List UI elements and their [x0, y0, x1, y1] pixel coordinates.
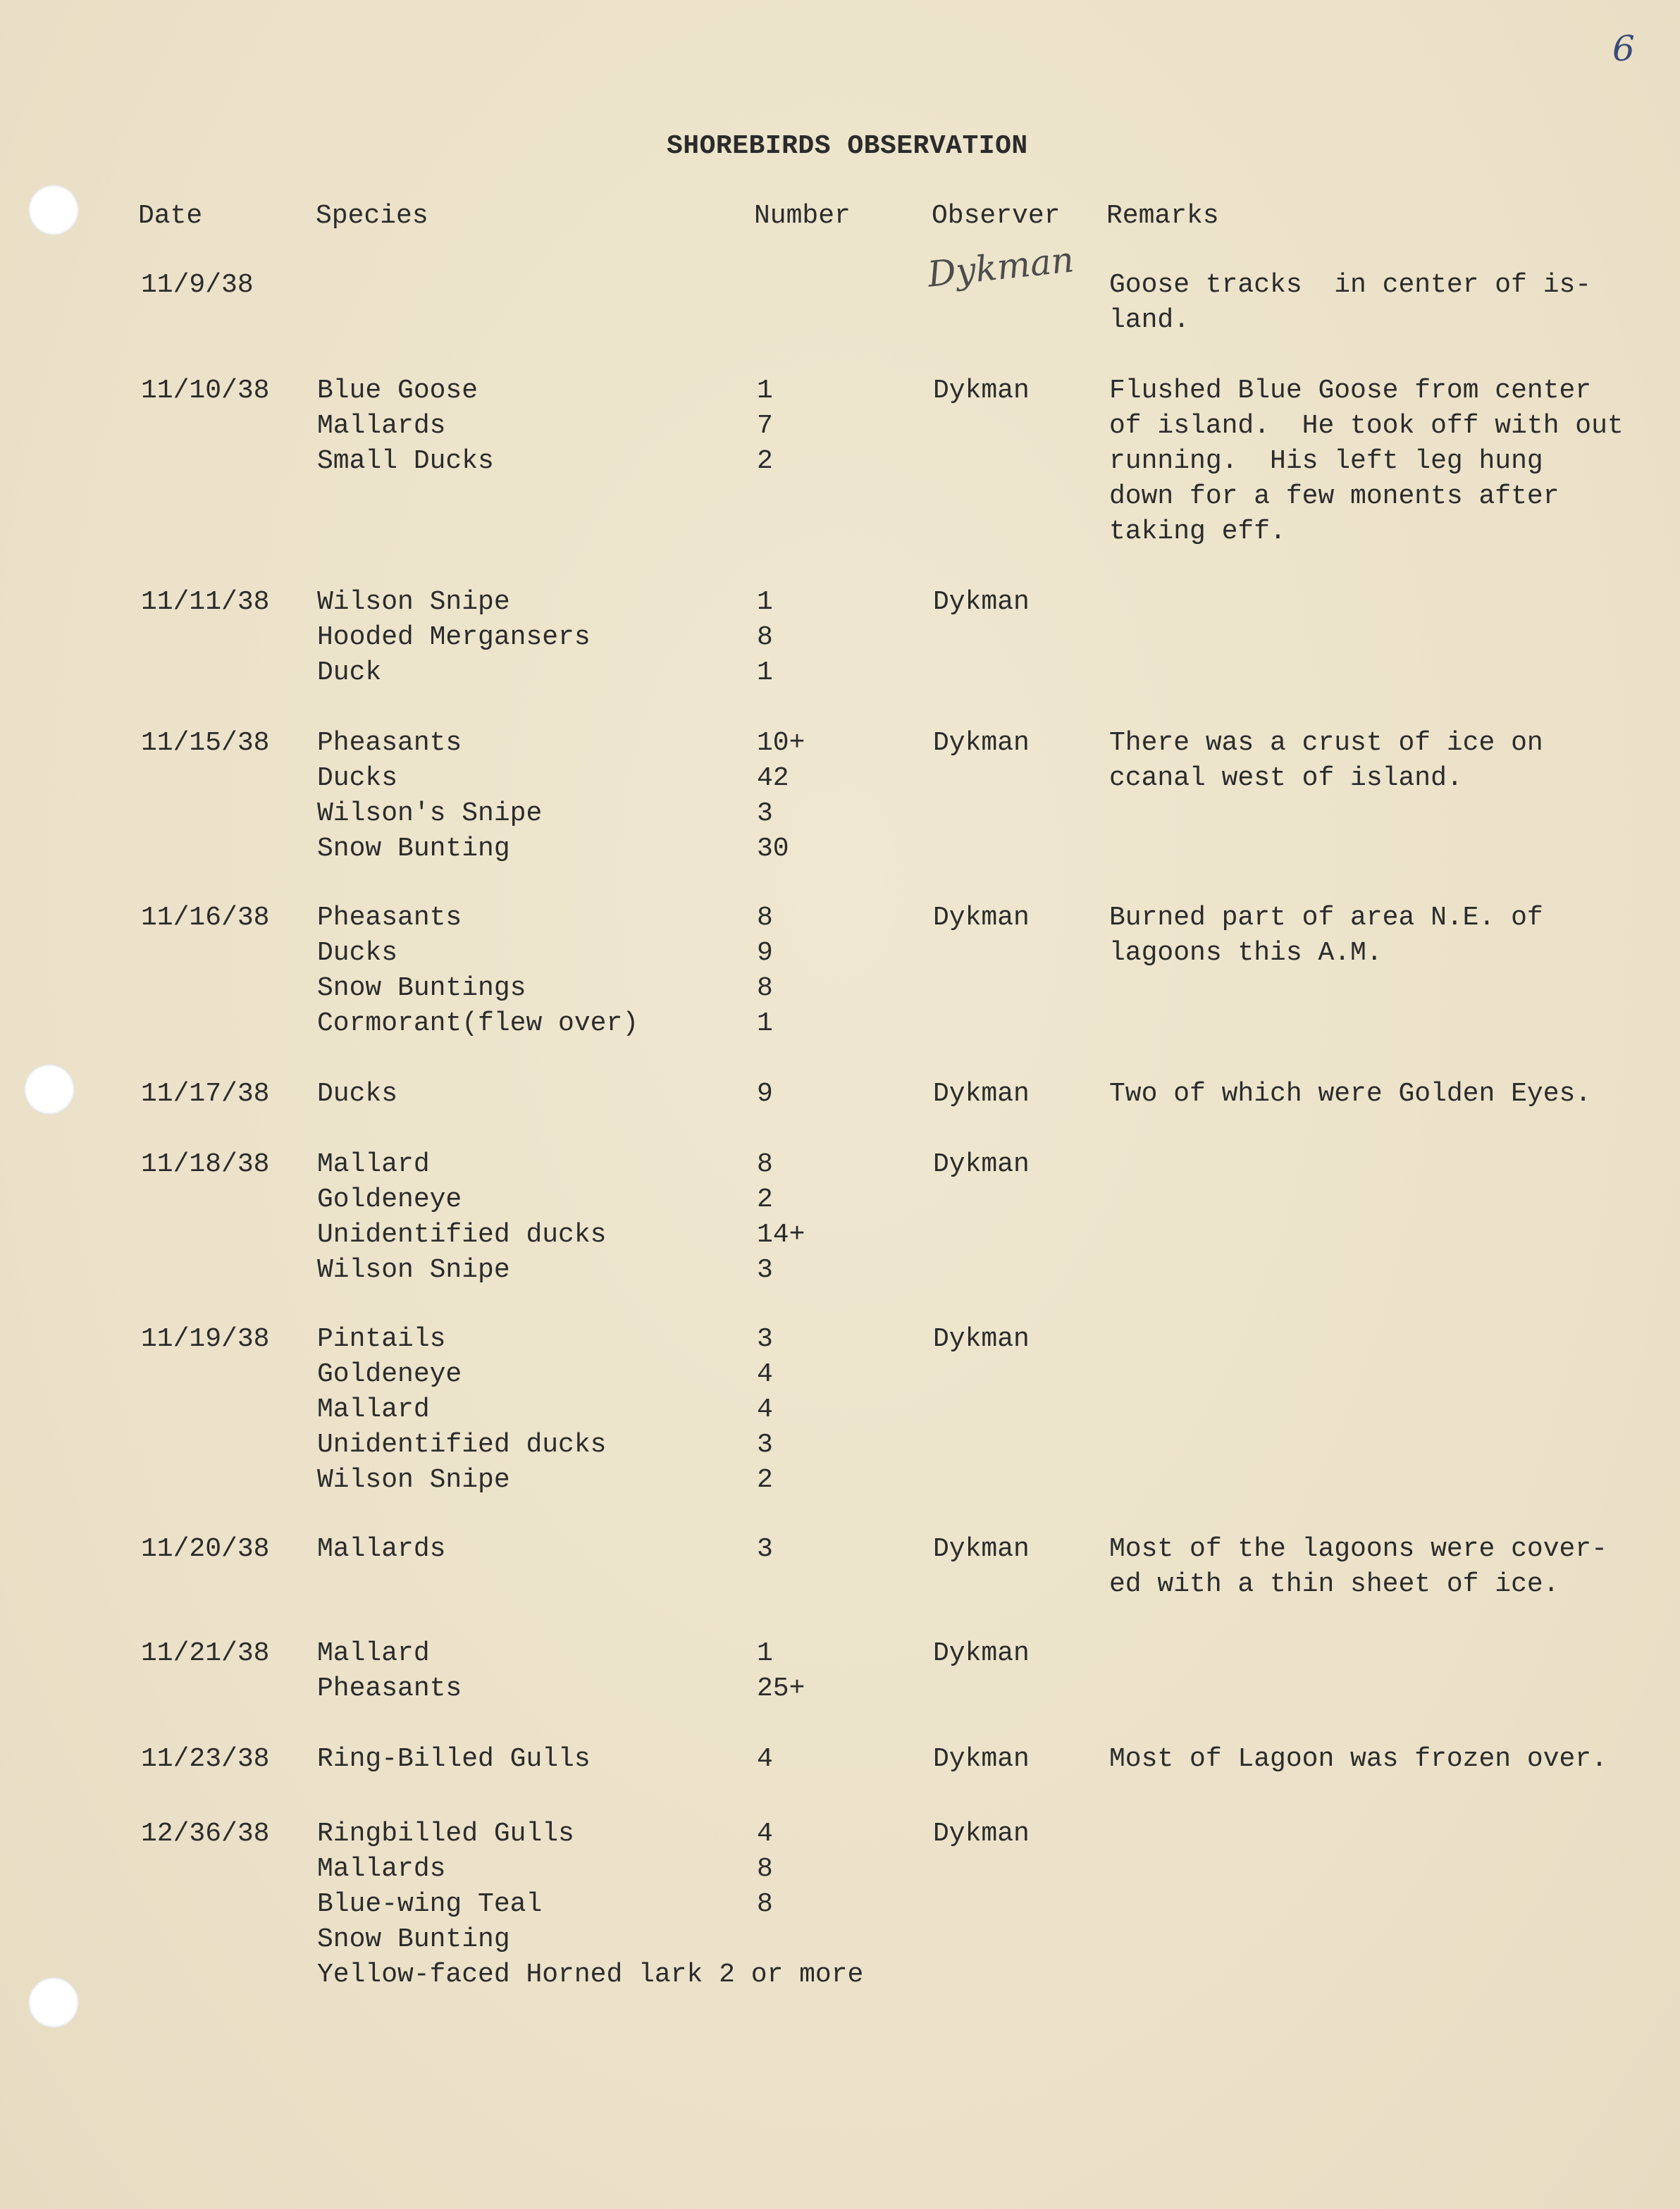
entry-remark: ed with a thin sheet of ice. [1109, 1569, 1559, 1599]
header-species: Species [316, 201, 428, 231]
entry-date: 11/20/38 [141, 1534, 270, 1564]
entry-species: Snow Buntings [317, 973, 526, 1003]
entry-date: 11/21/38 [141, 1638, 270, 1669]
entry-number: 8 [757, 1149, 773, 1180]
entry-species: Pintails [317, 1324, 446, 1354]
punch-hole [28, 185, 79, 235]
entry-number: 1 [757, 587, 773, 617]
entry-species: Wilson's Snipe [317, 798, 543, 829]
entry-remark: Burned part of area N.E. of [1109, 903, 1543, 933]
entry-number: 8 [757, 1854, 773, 1884]
entry-species: Mallards [317, 1854, 446, 1884]
entry-date: 12/36/38 [141, 1819, 270, 1849]
header-date: Date [138, 201, 203, 231]
page-number: 6 [1612, 28, 1635, 69]
entry-number: 4 [757, 1359, 773, 1390]
entry-remark: lagoons this A.M. [1109, 938, 1383, 968]
entry-number: 1 [757, 1008, 773, 1039]
entry-species: Pheasants [317, 728, 462, 758]
entry-number: 9 [757, 1079, 773, 1109]
entry-species: Mallards [317, 411, 446, 441]
punch-hole [28, 1977, 79, 2028]
entry-observer: Dykman [933, 587, 1030, 617]
header-observer: Observer [932, 201, 1061, 231]
entry-remark: ccanal west of island. [1109, 763, 1463, 793]
entry-remark: Two of which were Golden Eyes. [1109, 1079, 1592, 1109]
entry-number: 2 [757, 1184, 773, 1215]
entry-species: Blue Goose [317, 376, 478, 406]
entry-species: Wilson Snipe [317, 587, 510, 617]
entry-species: Pheasants [317, 903, 462, 933]
entry-species: Ducks [317, 938, 398, 968]
entry-species: Mallards [317, 1534, 446, 1564]
observer-signature: Dykman [925, 239, 1076, 295]
entry-observer: Dykman [933, 1819, 1030, 1849]
entry-number: 3 [757, 1324, 773, 1354]
entry-number: 1 [757, 376, 773, 406]
entry-observer: Dykman [933, 728, 1030, 758]
entry-number: 2 [757, 1465, 773, 1495]
entry-observer: Dykman [933, 1534, 1030, 1564]
entry-number: 3 [757, 1430, 773, 1460]
entry-species: Ducks [317, 1079, 398, 1109]
entry-number: 10+ [757, 728, 805, 758]
entry-observer: Dykman [933, 1744, 1030, 1774]
entry-species: Goldeneye [317, 1359, 462, 1390]
header-remarks: Remarks [1106, 201, 1219, 231]
entry-date: 11/17/38 [141, 1079, 270, 1109]
entry-species: Wilson Snipe [317, 1255, 510, 1285]
entry-remark: Flushed Blue Goose from center [1109, 376, 1592, 406]
entry-number: 8 [757, 903, 773, 933]
entry-species: Small Ducks [317, 446, 494, 476]
entry-remark: of island. He took off with out [1109, 411, 1624, 441]
entry-number: 2 [757, 446, 773, 476]
entry-number: 4 [757, 1394, 773, 1425]
entry-observer: Dykman [933, 376, 1030, 406]
entry-species: Mallard [317, 1149, 430, 1180]
entry-date: 11/9/38 [141, 270, 254, 300]
entry-number: 4 [757, 1744, 773, 1774]
entry-observer: Dykman [933, 1149, 1030, 1180]
entry-species: Cormorant(flew over) [317, 1008, 639, 1039]
entry-species: Duck [317, 657, 382, 688]
entry-species: Hooded Mergansers [317, 622, 591, 652]
entry-number: 7 [757, 411, 773, 441]
page-title: SHOREBIRDS OBSERVATION [667, 131, 1028, 161]
entry-remark: Most of Lagoon was frozen over. [1109, 1744, 1607, 1774]
entry-species: Goldeneye [317, 1184, 462, 1215]
entry-date: 11/19/38 [141, 1324, 270, 1354]
entry-remark: There was a crust of ice on [1109, 728, 1543, 758]
entry-observer: Dykman [933, 903, 1030, 933]
entry-species: Ringbilled Gulls [317, 1819, 574, 1849]
entry-species: Unidentified ducks [317, 1220, 607, 1250]
entry-remark: Goose tracks in center of is- [1109, 270, 1592, 300]
header-number: Number [754, 201, 851, 231]
entry-date: 11/16/38 [141, 903, 270, 933]
entry-date: 11/15/38 [141, 728, 270, 758]
entry-species: Wilson Snipe [317, 1465, 510, 1495]
entry-remark: land. [1109, 305, 1190, 335]
entry-observer: Dykman [933, 1079, 1030, 1109]
entry-remark: running. His left leg hung [1109, 446, 1543, 476]
entry-species: Mallard [317, 1638, 430, 1669]
punch-hole [24, 1064, 75, 1115]
entry-date: 11/10/38 [141, 376, 270, 406]
entry-number: 3 [757, 1255, 773, 1285]
entry-number: 4 [757, 1819, 773, 1849]
entry-number: 14+ [757, 1220, 805, 1250]
entry-species: Ring-Billed Gulls [317, 1744, 591, 1774]
entry-species: Snow Bunting [317, 834, 510, 864]
entry-number: 42 [757, 763, 789, 793]
entry-species: Unidentified ducks [317, 1430, 607, 1460]
entry-number: 3 [757, 1534, 773, 1564]
entry-number: 8 [757, 622, 773, 652]
entry-remark: Most of the lagoons were cover- [1109, 1534, 1607, 1564]
entry-remark: down for a few monents after [1109, 481, 1559, 512]
entry-date: 11/23/38 [141, 1744, 270, 1774]
entry-number: 25+ [757, 1673, 805, 1704]
entry-observer: Dykman [933, 1324, 1030, 1354]
entry-species: Pheasants [317, 1673, 462, 1704]
entry-species: Snow Bunting [317, 1924, 510, 1955]
entry-number: 1 [757, 1638, 773, 1669]
entry-number: 3 [757, 798, 773, 829]
entry-date: 11/11/38 [141, 587, 270, 617]
entry-number: 8 [757, 973, 773, 1003]
entry-remark: taking eff. [1109, 516, 1286, 547]
entry-number: 8 [757, 1889, 773, 1919]
entry-species: Blue-wing Teal [317, 1889, 543, 1919]
entry-observer: Dykman [933, 1638, 1030, 1669]
entry-date: 11/18/38 [141, 1149, 270, 1180]
entry-species: Mallard [317, 1394, 430, 1425]
entry-number: 9 [757, 938, 773, 968]
entry-species: Yellow-faced Horned lark 2 or more [317, 1960, 864, 1990]
entry-number: 1 [757, 657, 773, 688]
entry-number: 30 [757, 834, 789, 864]
entry-species: Ducks [317, 763, 398, 793]
